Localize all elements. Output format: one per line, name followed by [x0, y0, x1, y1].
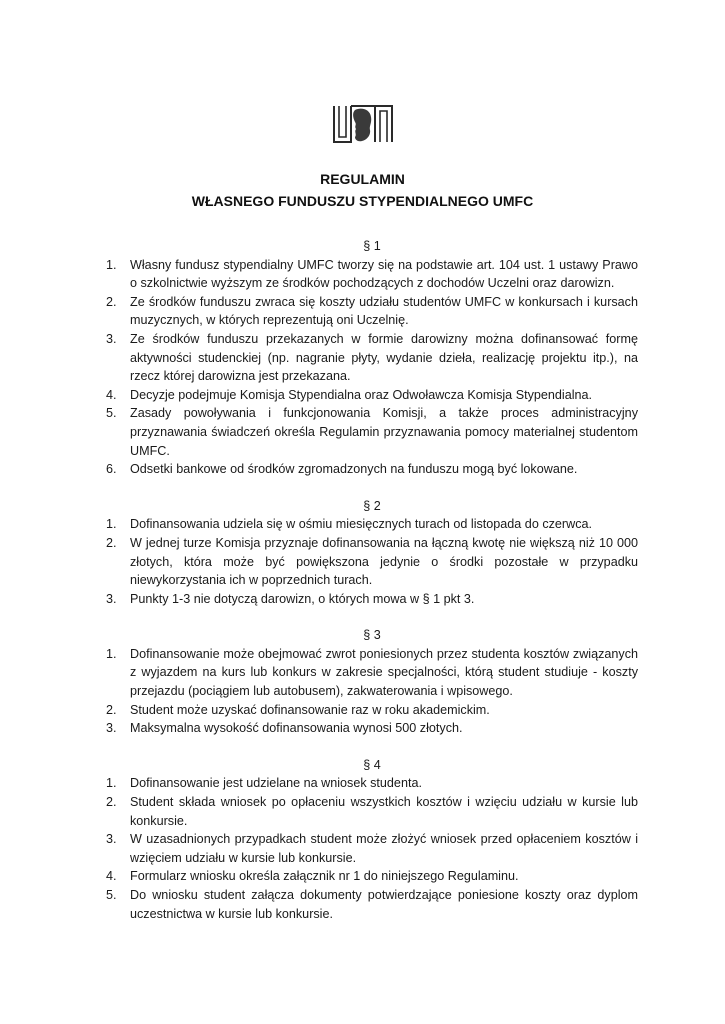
- item-number: 1.: [106, 646, 117, 661]
- item-number: 3.: [106, 331, 117, 346]
- item-text: Maksymalna wysokość dofinansowania wynosi 500 złotych.: [130, 721, 463, 736]
- list-item: [106, 793, 638, 830]
- item-number: 1.: [106, 257, 117, 272]
- list-item: [106, 515, 638, 534]
- document-title: REGULAMIN: [320, 171, 405, 187]
- list-item: [106, 830, 638, 867]
- item-text: Ze środków funduszu przekazanych w formie darowizny można dofinansować formę aktywności studenckiej (np. nagranie płyty, wydanie dzieła, realizację projektu itp.), na rzecz której darowizna jest przekazana.: [130, 331, 638, 384]
- item-number: 2.: [106, 535, 117, 550]
- item-text: Zasady powoływania i funkcjonowania Komisji, a także proces administracyjny przyznawania świadczeń określa Regulamin przyznawania pomocy materialnej studentom UMFC.: [130, 406, 638, 458]
- list-item: [106, 886, 638, 923]
- section-4: [106, 756, 638, 923]
- item-text: Dofinansowanie może obejmować zwrot poniesionych przez studenta kosztów związanych z wyjazdem na kurs lub konkurs w zakresie specjalności, którą student studiuje - koszty przejazdu (pociągiem lub autobusem), zakwaterowania i wpisowego.: [130, 646, 638, 699]
- regulation-content: [106, 237, 638, 941]
- item-number: 2.: [106, 294, 117, 309]
- item-text: Punkty 1-3 nie dotyczą darowizn, o których mowa w § 1 pkt 3.: [130, 591, 475, 606]
- item-number: 4.: [106, 869, 117, 884]
- section-mark: § 2: [363, 498, 381, 513]
- list-item: [106, 774, 638, 793]
- section-list: [106, 515, 638, 608]
- item-text: Student składa wniosek po opłaceniu wszystkich kosztów i wzięciu udziału w kursie lub konkursie.: [130, 795, 638, 828]
- section-mark: § 3: [363, 628, 381, 643]
- list-item: [106, 330, 638, 386]
- item-number: 5.: [106, 888, 117, 902]
- item-number: 3.: [106, 832, 117, 847]
- list-item: [106, 590, 638, 609]
- item-number: 2.: [106, 702, 117, 717]
- list-item: [106, 534, 638, 590]
- item-text: W jednej turze Komisja przyznaje dofinansowania na łączną kwotę nie większą niż 10 000 złotych, która może być powiększona jedynie o środki pozostałe w przypadku niewykorzystania ich w poprzednich turach.: [130, 535, 638, 588]
- item-text: Decyzje podejmuje Komisja Stypendialna oraz Odwoławcza Komisja Stypendialna.: [130, 387, 593, 402]
- item-text: Dofinansowania udziela się w ośmiu miesięcznych turach od listopada do czerwca.: [130, 517, 593, 532]
- item-text: Odsetki bankowe od środków zgromadzonych na funduszu mogą być lokowane.: [130, 462, 578, 477]
- item-text: Dofinansowanie jest udzielane na wniosek studenta.: [130, 776, 422, 791]
- section-2: [106, 497, 638, 609]
- list-item: [106, 256, 638, 293]
- item-number: 6.: [106, 462, 117, 477]
- section-3: [106, 626, 638, 738]
- item-number: 1.: [106, 517, 117, 532]
- section-list: [106, 774, 638, 923]
- item-text: W uzasadnionych przypadkach student może złożyć wniosek przed opłaceniem kosztów i wzięciem udziału w kursie lub konkursie.: [130, 832, 638, 865]
- item-text: Ze środków funduszu zwraca się koszty udziału studentów UMFC w konkursach i kursach muzycznych, w których reprezentują oni Uczelnię.: [130, 294, 638, 328]
- section-list: [106, 256, 638, 479]
- section-1: [106, 237, 638, 479]
- item-text: Własny fundusz stypendialny UMFC tworzy się na podstawie art. 104 ust. 1 ustawy Prawo o szkolnictwie wyższym ze środków pochodzących z dochodów Uczelni oraz darowizn.: [130, 257, 638, 291]
- umfc-logo-icon: [333, 104, 393, 144]
- section-mark: § 1: [363, 239, 381, 253]
- section-mark: § 4: [363, 757, 381, 772]
- item-text: Formularz wniosku określa załącznik nr 1 do niniejszego Regulaminu.: [130, 869, 519, 884]
- item-number: 4.: [106, 387, 117, 402]
- list-item: [106, 867, 638, 886]
- item-text: Student może uzyskać dofinansowanie raz w roku akademickim.: [130, 702, 490, 717]
- list-item: [106, 293, 638, 330]
- list-item: [106, 386, 638, 405]
- list-item: [106, 645, 638, 701]
- item-number: 5.: [106, 406, 117, 421]
- list-item: [106, 701, 638, 720]
- document-subtitle: WŁASNEGO FUNDUSZU STYPENDIALNEGO UMFC: [191, 193, 534, 209]
- item-number: 2.: [106, 795, 117, 810]
- item-number: 3.: [106, 721, 117, 736]
- list-item: [106, 460, 638, 479]
- item-text: Do wniosku student załącza dokumenty potwierdzające poniesione koszty oraz dyplom uczestnictwa w kursie lub konkursie.: [130, 888, 638, 921]
- item-number: 3.: [106, 591, 117, 606]
- list-item: [106, 719, 638, 738]
- item-number: 1.: [106, 776, 117, 791]
- section-list: [106, 645, 638, 738]
- list-item: [106, 404, 638, 460]
